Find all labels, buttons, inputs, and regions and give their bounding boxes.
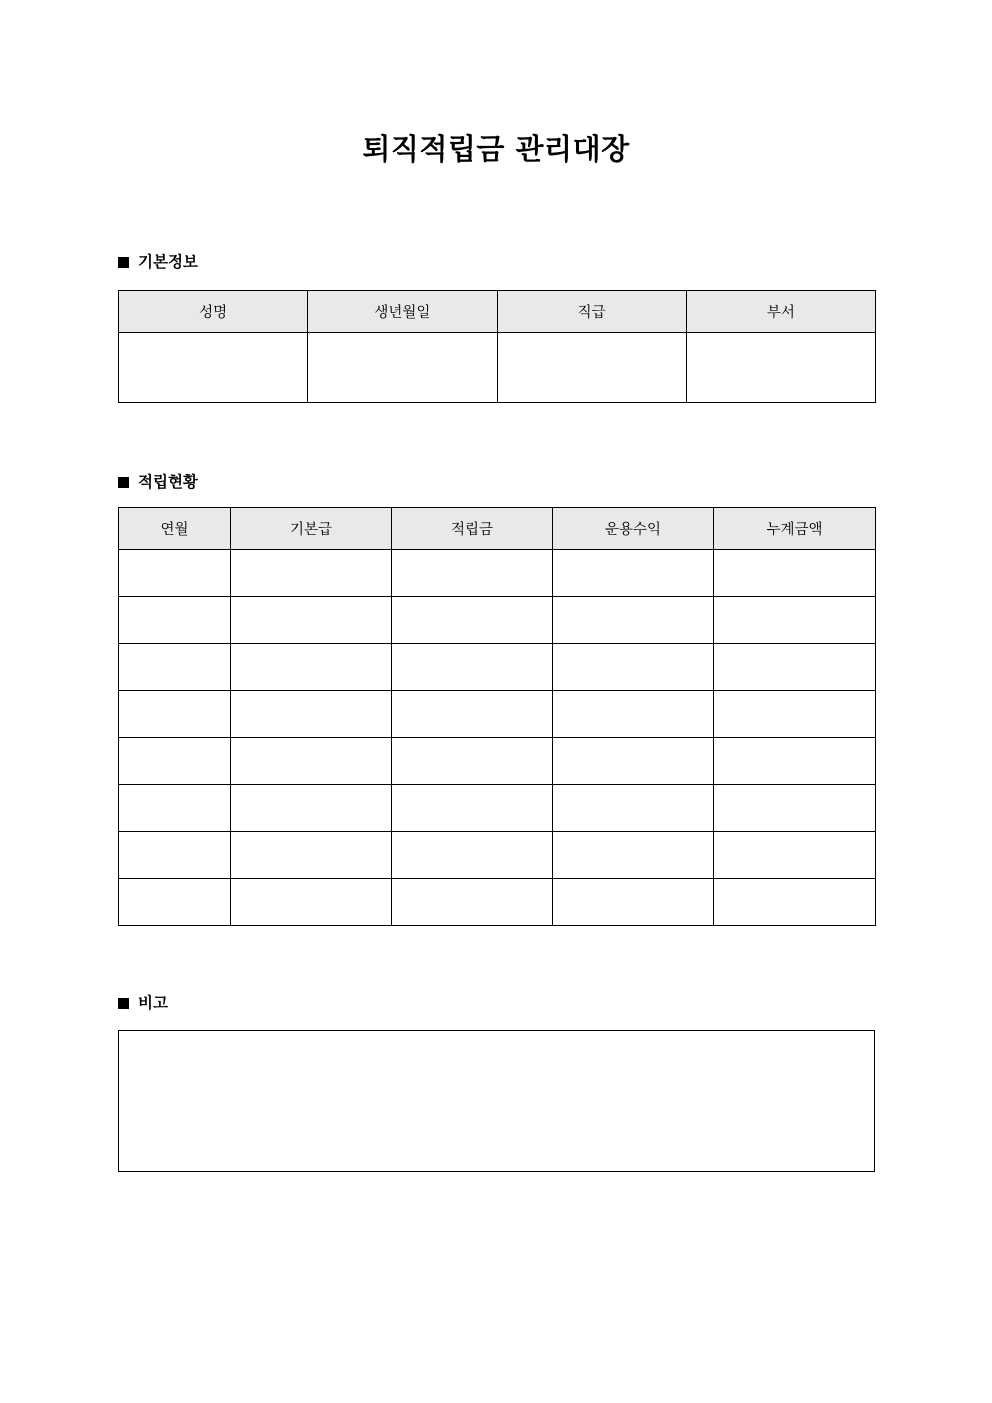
section-heading-basic-info — [118, 255, 198, 271]
table-row — [119, 644, 876, 691]
table-header-row — [119, 291, 876, 333]
cell-yearmonth[interactable] — [119, 550, 231, 597]
square-bullet-icon — [118, 998, 129, 1009]
cell-department[interactable] — [686, 333, 875, 403]
cell-base-salary[interactable] — [231, 738, 392, 785]
cell-base-salary[interactable] — [231, 550, 392, 597]
column-header-base-salary: 기본급 — [231, 508, 392, 550]
cell-birthdate[interactable] — [308, 333, 497, 403]
table-row — [119, 879, 876, 926]
cell-reserve[interactable] — [392, 738, 553, 785]
cell-yearmonth[interactable] — [119, 785, 231, 832]
cell-cumulative-amount[interactable] — [714, 738, 876, 785]
cell-investment-income[interactable] — [553, 597, 714, 644]
column-header-cumulative-amount: 누계금액 — [714, 508, 876, 550]
cell-base-salary[interactable] — [231, 597, 392, 644]
basic-info-table — [118, 290, 876, 403]
table-row — [119, 738, 876, 785]
cell-base-salary[interactable] — [231, 644, 392, 691]
cell-cumulative-amount[interactable] — [714, 597, 876, 644]
table-header-row — [119, 508, 876, 550]
cell-base-salary[interactable] — [231, 879, 392, 926]
table-row — [119, 597, 876, 644]
cell-cumulative-amount[interactable] — [714, 879, 876, 926]
table-row — [119, 785, 876, 832]
cell-cumulative-amount[interactable] — [714, 785, 876, 832]
cell-name[interactable] — [119, 333, 308, 403]
cell-reserve[interactable] — [392, 597, 553, 644]
cell-cumulative-amount[interactable] — [714, 691, 876, 738]
cell-base-salary[interactable] — [231, 691, 392, 738]
section-heading-label: 적립현황 — [138, 473, 198, 491]
cell-yearmonth[interactable] — [119, 691, 231, 738]
cell-yearmonth[interactable] — [119, 597, 231, 644]
column-header-birthdate: 생년월일 — [308, 291, 497, 333]
column-header-reserve: 적립금 — [392, 508, 553, 550]
cell-investment-income[interactable] — [553, 832, 714, 879]
cell-reserve[interactable] — [392, 550, 553, 597]
cell-investment-income[interactable] — [553, 644, 714, 691]
remarks-input-box[interactable] — [118, 1030, 875, 1172]
cell-reserve[interactable] — [392, 644, 553, 691]
cell-yearmonth[interactable] — [119, 644, 231, 691]
column-header-position: 직급 — [497, 291, 686, 333]
square-bullet-icon — [118, 477, 129, 488]
cell-cumulative-amount[interactable] — [714, 832, 876, 879]
cell-investment-income[interactable] — [553, 691, 714, 738]
cell-reserve[interactable] — [392, 691, 553, 738]
section-heading-label: 기본정보 — [138, 253, 198, 271]
cell-cumulative-amount[interactable] — [714, 644, 876, 691]
cell-investment-income[interactable] — [553, 550, 714, 597]
column-header-name: 성명 — [119, 291, 308, 333]
cell-yearmonth[interactable] — [119, 879, 231, 926]
column-header-department: 부서 — [686, 291, 875, 333]
section-heading-label: 비고 — [138, 994, 168, 1012]
cell-yearmonth[interactable] — [119, 738, 231, 785]
section-heading-remarks — [118, 996, 168, 1012]
table-row — [119, 550, 876, 597]
table-row — [119, 832, 876, 879]
cell-yearmonth[interactable] — [119, 832, 231, 879]
cell-cumulative-amount[interactable] — [714, 550, 876, 597]
cell-reserve[interactable] — [392, 785, 553, 832]
cell-investment-income[interactable] — [553, 785, 714, 832]
page-title: 퇴직적립금 관리대장 — [362, 132, 630, 166]
table-row — [119, 333, 876, 403]
cell-base-salary[interactable] — [231, 832, 392, 879]
table-row — [119, 691, 876, 738]
section-heading-accumulation-status — [118, 475, 198, 491]
cell-investment-income[interactable] — [553, 738, 714, 785]
square-bullet-icon — [118, 257, 129, 268]
column-header-investment-income: 운용수익 — [553, 508, 714, 550]
cell-reserve[interactable] — [392, 879, 553, 926]
cell-base-salary[interactable] — [231, 785, 392, 832]
column-header-yearmonth: 연월 — [119, 508, 231, 550]
cell-position[interactable] — [497, 333, 686, 403]
cell-reserve[interactable] — [392, 832, 553, 879]
cell-investment-income[interactable] — [553, 879, 714, 926]
accumulation-status-table — [118, 507, 876, 926]
